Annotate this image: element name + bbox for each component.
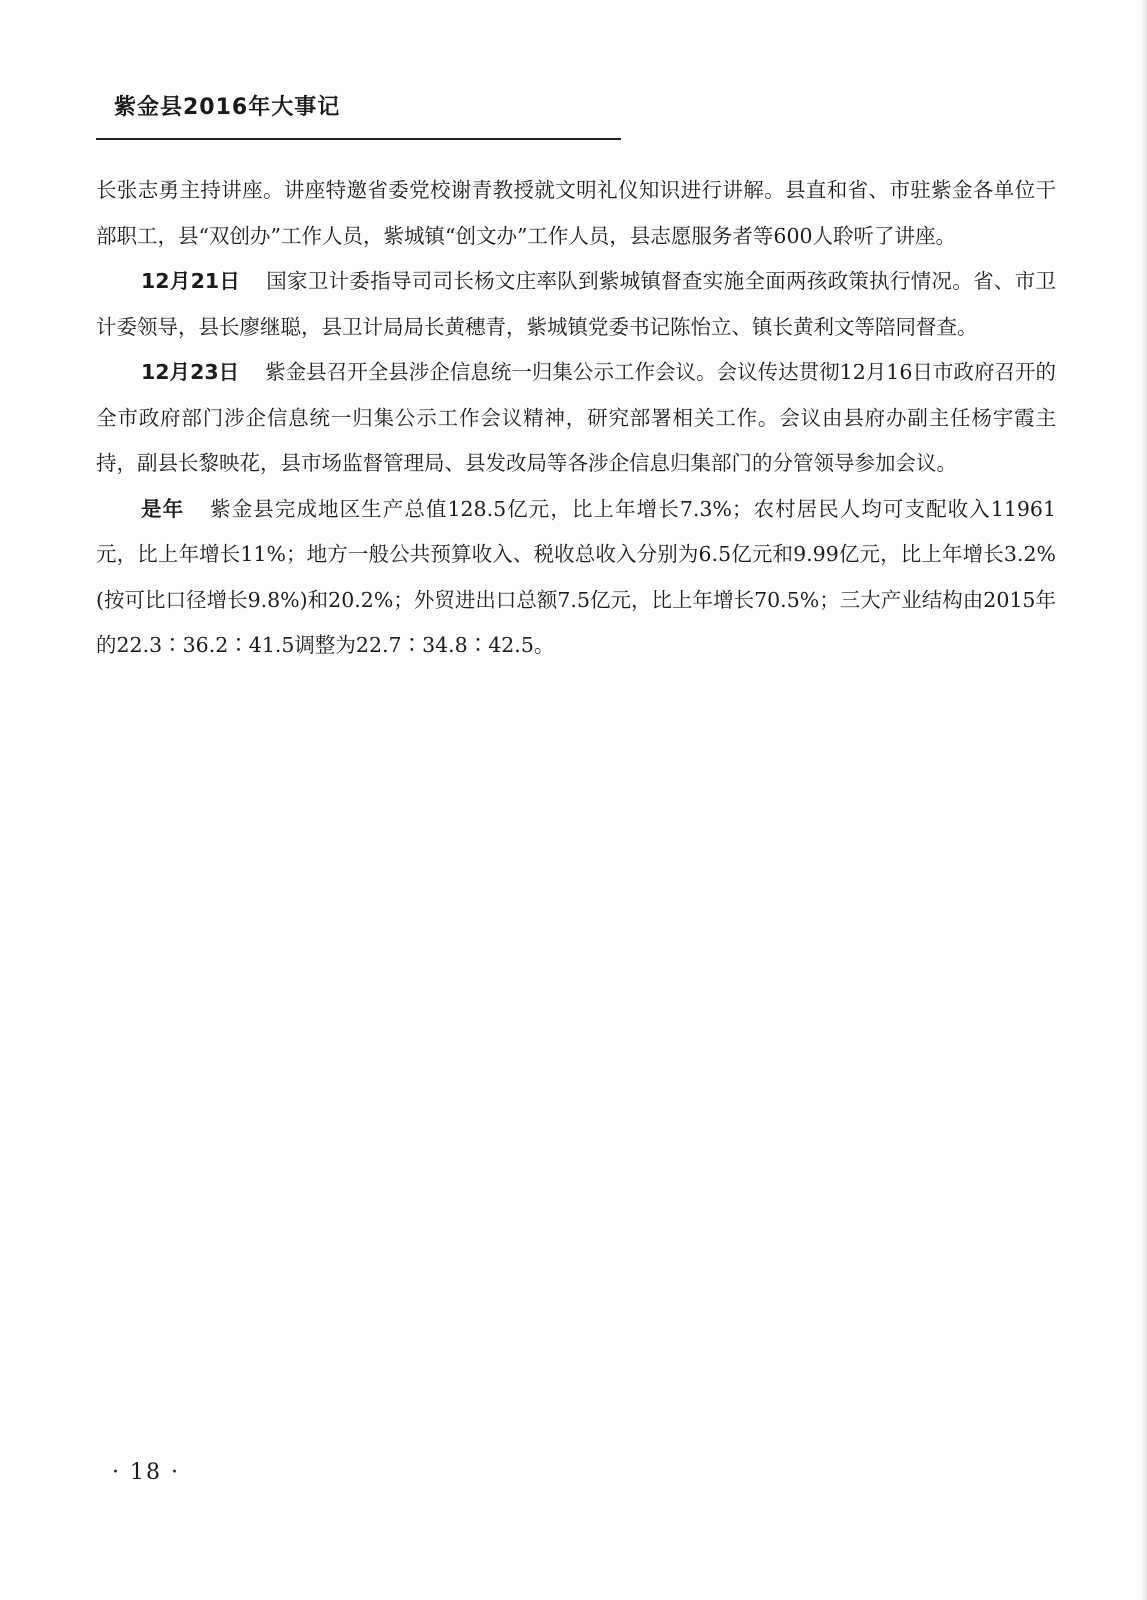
entry-year-summary — [96, 487, 1056, 669]
running-header: 紫金县2016年大事记 — [114, 95, 341, 120]
scan-edge-shadow — [1141, 0, 1147, 1600]
body-text — [96, 168, 1056, 669]
entry-text: 国家卫计委指导司司长杨文庄率队到紫城镇督查实施全面两孩政策执行情况。省、市卫计委领导，县长廖继聪，县卫计局局长黄穗青，紫城镇党委书记陈怡立、镇长黄利文等陪同督查。 — [96, 269, 1057, 339]
entry-date: 12月21日 — [141, 269, 241, 293]
entry-text: 紫金县完成地区生产总值128.5亿元，比上年增长7.3%；农村居民人均可支配收入11961元，比上年增长11%；地方一般公共预算收入、税收总收入分别为6.5亿元和9.99亿元，比上年增长3.2%(按可比口径增长9.8%)和20.2%；外贸进出口总额7.5亿元，比上年增长70.5%；三大产业结构由2015年的22.3∶36.2∶41.5调整为22.7∶34.8∶42.5。 — [96, 496, 1057, 657]
paragraph-continuation — [96, 168, 1056, 259]
paragraph-text: 长张志勇主持讲座。讲座特邀省委党校谢青教授就文明礼仪知识进行讲解。县直和省、市驻紫金各单位干部职工，县“双创办”工作人员，紫城镇“创文办”工作人员，县志愿服务者等600人聆听了讲座。 — [96, 178, 1056, 248]
header-rule — [96, 138, 621, 140]
entry-dec-23 — [96, 350, 1056, 487]
page-number: · 18 · — [112, 1460, 180, 1485]
entry-date: 12月23日 — [141, 360, 240, 384]
entry-text: 紫金县召开全县涉企信息统一归集公示工作会议。会议传达贯彻12月16日市政府召开的全市政府部门涉企信息统一归集公示工作会议精神，研究部署相关工作。会议由县府办副主任杨宇霞主持，副县长黎映花，县市场监督管理局、县发改局等各涉企信息归集部门的分管领导参加会议。 — [96, 360, 1057, 475]
entry-dec-21 — [96, 259, 1056, 350]
entry-date: 是年 — [141, 496, 185, 521]
